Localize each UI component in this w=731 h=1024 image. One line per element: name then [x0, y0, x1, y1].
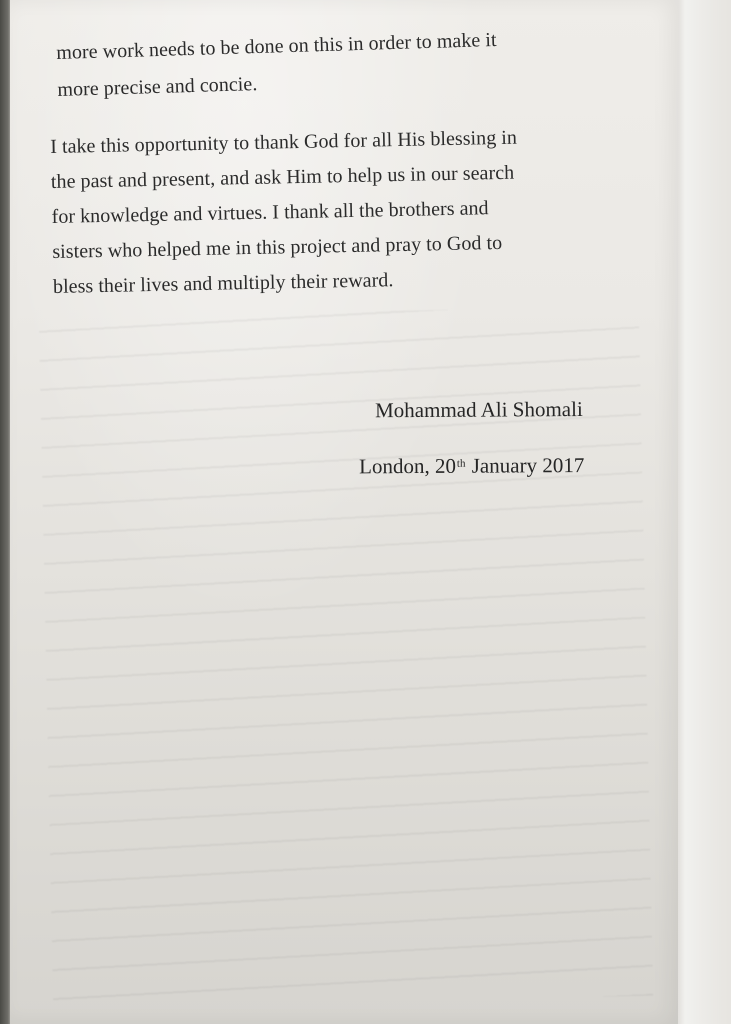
signature-date [359, 453, 584, 479]
paragraph-2-line-2: the past and present, and ask Him to help us in our search [50, 161, 515, 193]
author-name: Mohammad Ali Shomali [375, 397, 584, 423]
paragraph-2 [50, 124, 654, 298]
book-page [10, 0, 678, 1024]
paragraph-1-line-2: more precise and concie. [57, 73, 258, 101]
paragraph-2-line-3: for knowledge and virtues. I thank all the brothers and [51, 197, 489, 228]
page-edge [676, 0, 731, 1024]
signature-date-rest: January 2017 [466, 453, 585, 478]
signature-date-suffix: th [456, 457, 466, 470]
paragraph-1-line-1: more work needs to be done on this in order to make it [56, 28, 497, 64]
paragraph-2-line-4: sisters who helped me in this project and pray to God to [52, 231, 503, 263]
paragraph-2-line-1: I take this opportunity to thank God for all His blessing in [50, 126, 518, 158]
paragraph-1 [56, 24, 646, 101]
paragraph-2-line-5: bless their lives and multiply their reward. [52, 269, 394, 298]
signature-date-place: London, 20 [358, 453, 456, 479]
